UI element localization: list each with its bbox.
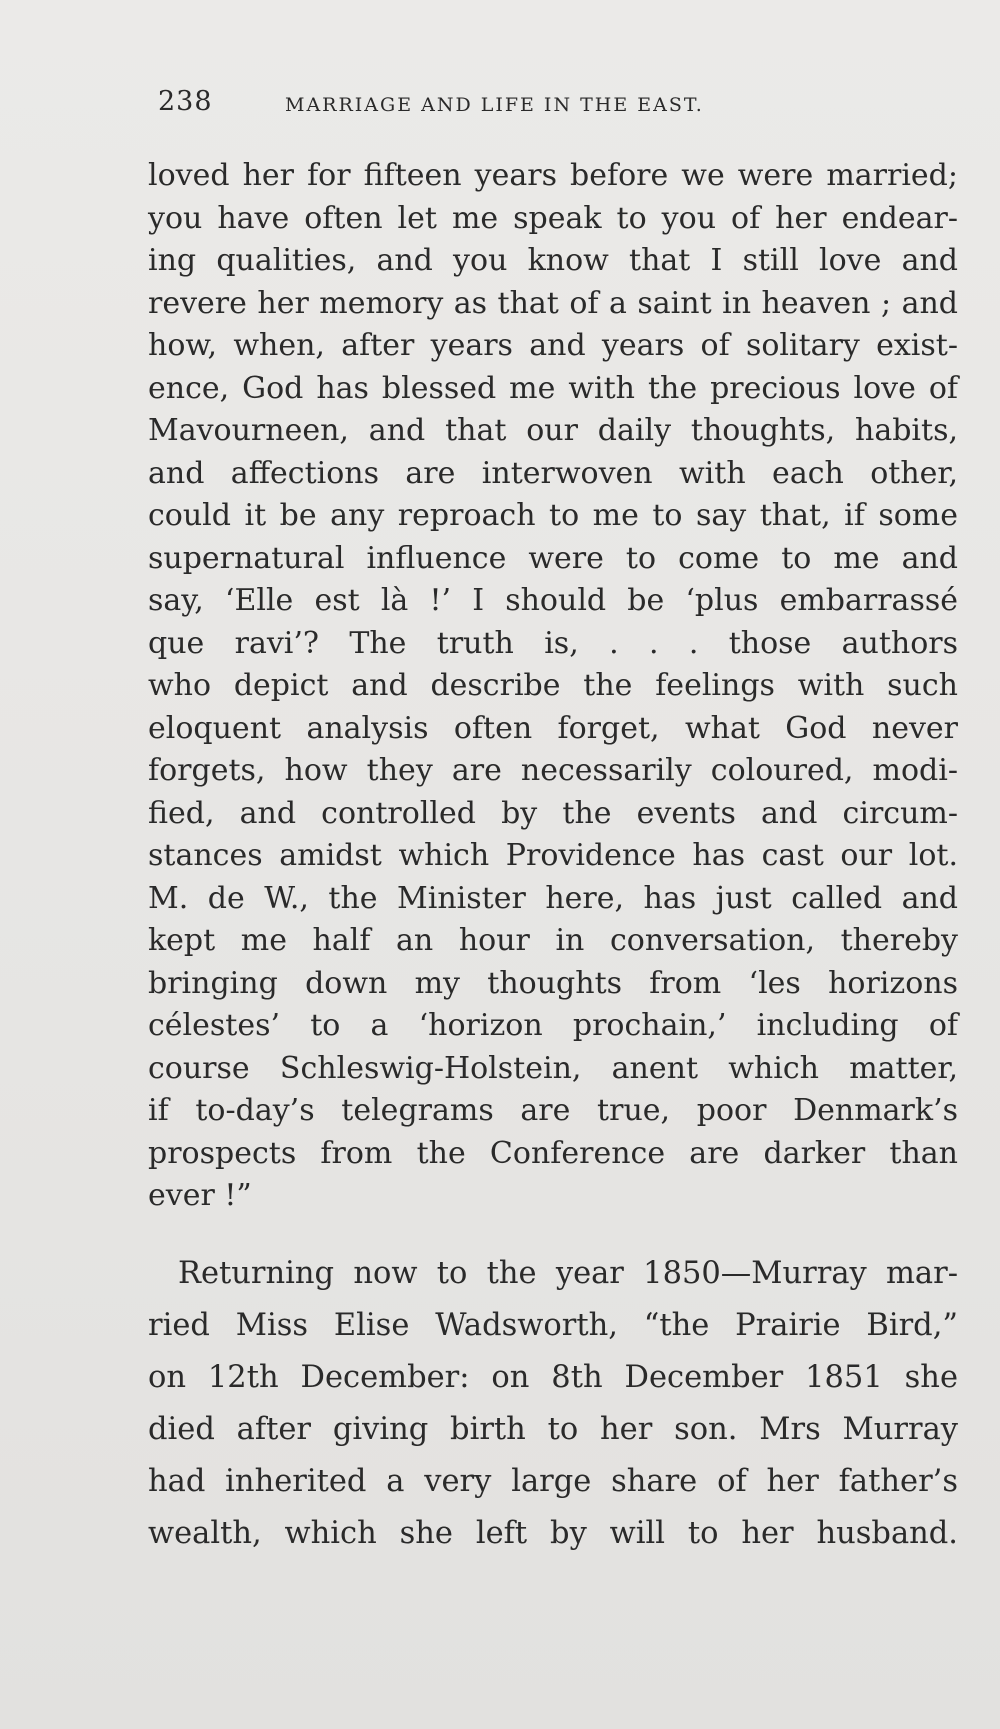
text-line: course Schleswig-Holstein, anent which matter, — [148, 1050, 958, 1086]
text-line: kept me half an hour in conversation, thereby — [148, 923, 958, 958]
text-line: supernatural influence were to come to me and — [148, 540, 958, 576]
text-line: que ravi’? The truth is, . . . those authors — [148, 625, 958, 661]
text-line: fied, and controlled by the events and circum- — [148, 795, 958, 831]
text-line: who depict and describe the feelings with such — [148, 668, 958, 703]
text-line: Returning now to the year 1850—Murray mar- — [178, 1256, 958, 1291]
text-line: wealth, which she left by will to her husband. — [148, 1516, 958, 1551]
paragraph-letter-continuation — [148, 155, 958, 1218]
text-line: bringing down my thoughts from ‘les horizons — [148, 965, 958, 1001]
text-line: you have often let me speak to you of her endear- — [148, 200, 958, 236]
text-line: say, ‘Elle est là !’ I should be ‘plus embarrassé — [148, 583, 958, 618]
paragraph-returning-1850 — [148, 1248, 958, 1560]
text-line: died after giving birth to her son. Mrs Murray — [148, 1412, 958, 1447]
text-line: eloquent analysis often forget, what God never — [148, 710, 958, 746]
text-line: célestes’ to a ‘horizon prochain,’ including of — [148, 1008, 958, 1043]
running-head — [158, 86, 958, 126]
text-line: Mavourneen, and that our daily thoughts, habits, — [148, 413, 958, 448]
text-line: forgets, how they are necessarily coloured, modi- — [148, 753, 958, 788]
text-line: and affections are interwoven with each other, — [148, 455, 958, 491]
text-line: loved her for fifteen years before we were married; — [148, 158, 958, 193]
text-line: on 12th December: on 8th December 1851 she — [148, 1360, 958, 1395]
text-line: could it be any reproach to me to say that, if some — [148, 498, 958, 533]
text-line: ing qualities, and you know that I still love and — [148, 243, 958, 278]
text-line: prospects from the Conference are darker than — [148, 1135, 958, 1171]
text-line: ence, God has blessed me with the precious love of — [148, 370, 958, 406]
text-line: ever !” — [148, 1178, 252, 1213]
running-title: MARRIAGE AND LIFE IN THE EAST. — [285, 94, 704, 116]
text-line: revere her memory as that of a saint in heaven ; and — [148, 285, 958, 321]
text-line: had inherited a very large share of her father’s — [148, 1464, 958, 1499]
text-line: if to-day’s telegrams are true, poor Denmark’s — [148, 1093, 958, 1128]
text-line: M. de W., the Minister here, has just called and — [148, 880, 958, 916]
text-line: stances amidst which Providence has cast our lot. — [148, 838, 958, 873]
text-line: ried Miss Elise Wadsworth, “the Prairie Bird,” — [148, 1308, 958, 1343]
page-number: 238 — [158, 86, 213, 117]
text-line: how, when, after years and years of solitary exist- — [148, 328, 958, 363]
